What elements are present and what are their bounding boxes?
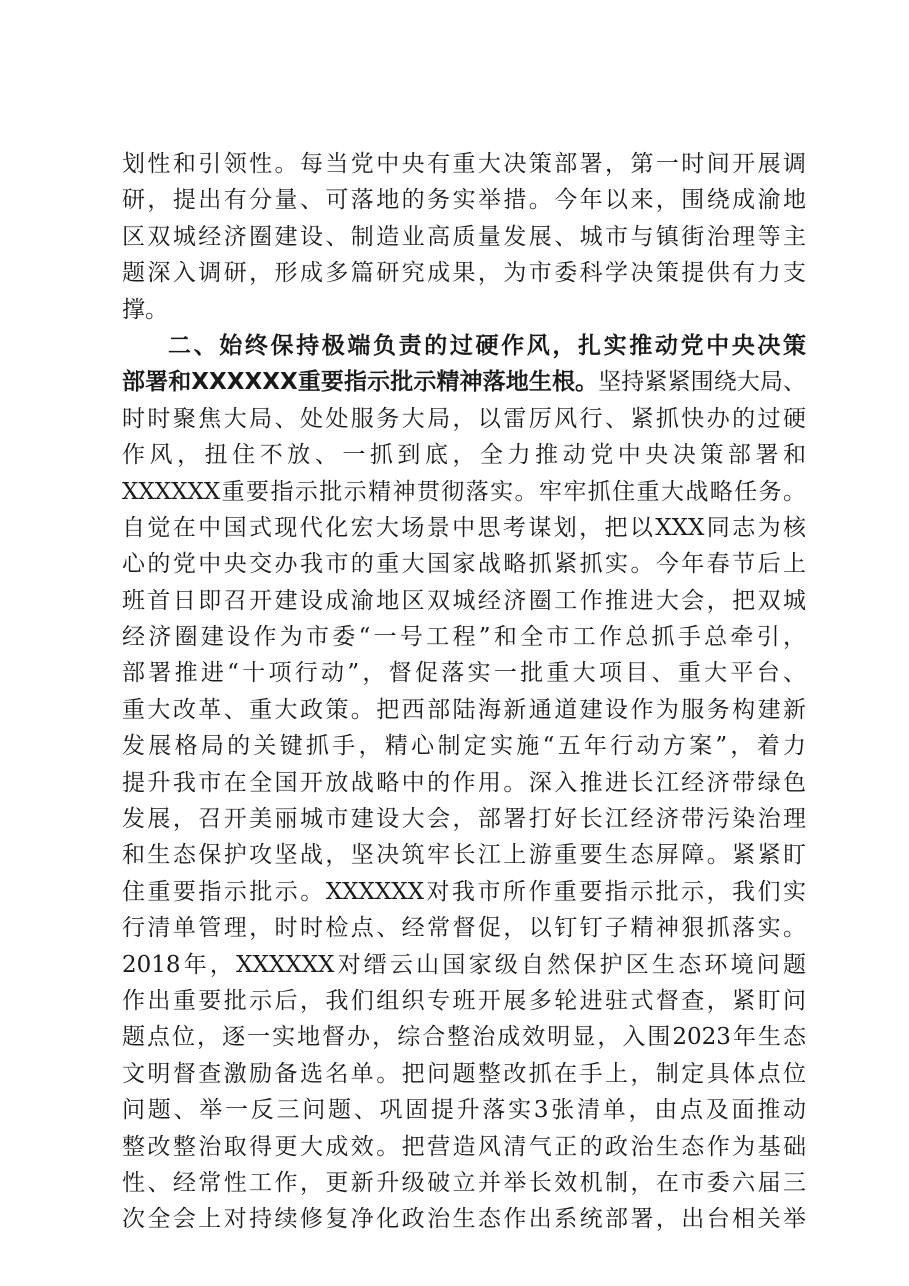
paragraph-line: 住重要指示批示。XXXXXX对我市所作重要指示批示，我们实 [122, 878, 806, 905]
paragraph-line: 性、经常性工作，更新升级破立并举长效机制，在市委六届三 [122, 1169, 806, 1196]
paragraph-line: 研，提出有分量、可落地的务实举措。今年以来，围绕成渝地 [122, 187, 806, 214]
paragraph-line: 自觉在中国式现代化宏大场景中思考谋划，把以XXX同志为核 [122, 514, 806, 541]
paragraph-line: 次全会上对持续修复净化政治生态作出系统部署，出台相关举 [122, 1206, 806, 1233]
paragraph-text: 坚持紧紧围绕大局、 [598, 369, 807, 396]
paragraph-line: 文明督查激励备选名单。把问题整改抓在手上，制定具体点位 [122, 1060, 806, 1087]
paragraph-line: 2018年，XXXXXX对缙云山国家级自然保护区生态环境问题 [122, 951, 806, 978]
paragraph-line: XXXXXX重要指示批示精神贯彻落实。牢牢抓住重大战略任务。 [122, 478, 806, 505]
paragraph-line: 和生态保护攻坚战，坚决筑牢长江上游重要生态屏障。紧紧盯 [122, 842, 806, 869]
paragraph-line: 题深入调研，形成多篇研究成果，为市委科学决策提供有力支 [122, 260, 806, 287]
paragraph-line: 作风，扭住不放、一抓到底，全力推动党中央决策部署和 [122, 442, 806, 469]
paragraph-line: 发展，召开美丽城市建设大会，部署打好长江经济带污染治理 [122, 806, 806, 833]
paragraph-line: 经济圈建设作为市委“一号工程”和全市工作总抓手总牵引， [122, 624, 806, 651]
paragraph-line: 作出重要批示后，我们组织专班开展多轮进驻式督查，紧盯问 [122, 987, 806, 1014]
document-body [122, 146, 806, 1238]
paragraph-line: 部署推进“十项行动”，督促落实一批重大项目、重大平台、 [122, 660, 806, 687]
section-heading-tail: 部署和XXXXXX重要指示批示精神落地生根。 [122, 369, 599, 396]
paragraph-line: 重大改革、重大政策。把西部陆海新通道建设作为服务构建新 [122, 696, 806, 723]
paragraph-line: 问题、举一反三问题、巩固提升落实3张清单，由点及面推动 [122, 1097, 806, 1124]
section-heading-line: 二、始终保持极端负责的过硬作风，扎实推动党中央决策 [168, 332, 806, 359]
paragraph-line: 题点位，逐一实地督办，综合整治成效明显，入围2023年生态 [122, 1024, 806, 1051]
paragraph-line: 时时聚焦大局、处处服务大局，以雷厉风行、紧抓快办的过硬 [122, 405, 806, 432]
paragraph-line: 行清单管理，时时检点、经常督促，以钉钉子精神狠抓落实。 [122, 915, 806, 942]
paragraph-line: 提升我市在全国开放战略中的作用。深入推进长江经济带绿色 [122, 769, 806, 796]
paragraph-line: 撑。 [122, 296, 168, 323]
paragraph-line: 划性和引领性。每当党中央有重大决策部署，第一时间开展调 [122, 151, 806, 177]
section-heading-line-with-text [122, 364, 806, 400]
paragraph-line: 区双城经济圈建设、制造业高质量发展、城市与镇街治理等主 [122, 223, 806, 250]
paragraph-line: 班首日即召开建设成渝地区双城经济圈工作推进大会，把双城 [122, 587, 806, 614]
paragraph-line: 发展格局的关键抓手，精心制定实施“五年行动方案”，着力 [122, 733, 806, 760]
paragraph-line: 整改整治取得更大成效。把营造风清气正的政治生态作为基础 [122, 1133, 806, 1160]
paragraph-line: 心的党中央交办我市的重大国家战略抓紧抓实。今年春节后上 [122, 551, 806, 578]
